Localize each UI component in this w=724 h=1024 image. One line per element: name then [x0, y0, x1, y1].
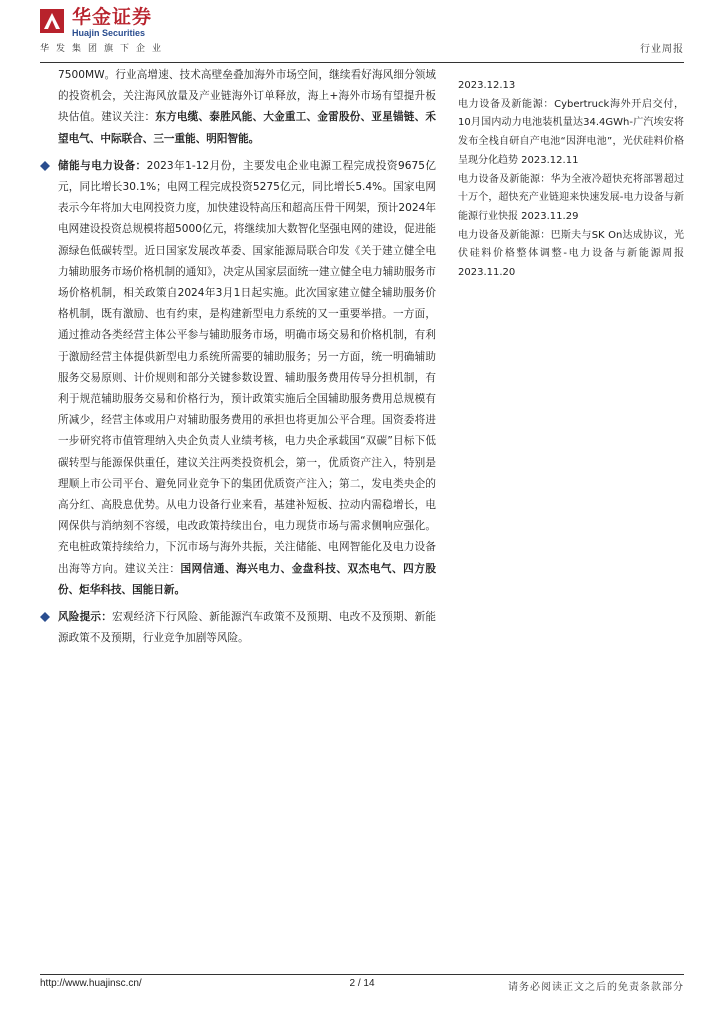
paragraph-storage-power [58, 156, 436, 601]
related-report-item[interactable]: 2023.12.13 [458, 80, 516, 91]
diamond-bullet-icon [40, 612, 50, 622]
related-report-item[interactable]: 电力设备及新能源：Cybertruck海外开启交付，10月国内动力电池装机量达34.4GWh-广汽埃安将发布全栈自研自产电池“因湃电池”，光伏硅料价格呈现分化趋势 2023.12.11 [458, 98, 684, 166]
page-number: 2 / 14 [349, 978, 375, 989]
related-report-item[interactable]: 电力设备及新能源：巴斯夫与SK On达成协议，光伏硅料价格整体调整-电力设备与新能源周报 2023.11.20 [458, 229, 684, 279]
page-header [0, 0, 724, 64]
diamond-bullet-icon [40, 161, 50, 171]
group-tagline: 华发集团旗下企业 [40, 44, 169, 54]
paragraph-risk [58, 607, 436, 649]
paragraph-risk-text: 宏观经济下行风险、新能源汽车政策不及预期、电改不及预期、新能源政策不及预期，行业竞争加剧等风险。 [58, 611, 436, 645]
huajin-logo-icon [40, 9, 64, 33]
paragraph-wind [40, 65, 436, 150]
header-divider [40, 62, 684, 63]
related-reports-sidebar [458, 77, 684, 283]
footer-disclaimer: 请务必阅读正文之后的免责条款部分 [508, 982, 684, 993]
paragraph-wind-stocks: 东方电缆、泰胜风能、大金重工、金雷股份、亚星锚链、禾望电气、中际联合、三一重能、明阳智能。 [58, 111, 437, 145]
main-content [40, 65, 436, 655]
brand-name-cn: 华金证券 [72, 6, 153, 28]
section-heading-risk: 风险提示： [58, 611, 113, 624]
footer-divider [40, 974, 684, 975]
section-storage-power [40, 156, 436, 601]
brand-name-en: Huajin Securities [72, 28, 146, 38]
section-risk [40, 607, 436, 649]
paragraph-storage-power-text: 2023年1-12月份，主要发电企业电源工程完成投资9675亿元，同比增长30.1%；电网工程完成投资5275亿元，同比增长5.4%。国家电网表示今年将加大电网投资力度，加快建设特高压和超高压骨干网架，预计2024年电网建设投资总规模将超5000亿元，将继续加大数智化坚强电网的建设，促进能源绿色低碳转型。近日国家发展改革委、国家能源局联合印发《关于建立健全电力辅助服务市场价格机制的通知》，决定从国家层面统一建立健全电力辅助服务市场价格机制，相关政策自2024年3月1日起实施。此次国家建立健全辅助服务价格机制，既有激励、也有约束，是构建新型电力系统的又一重要举措。一方面，通过推动各类经营主体公平参与辅助服务市场，明确市场交易和价格机制，有利于激励经营主体提供新型电力系统所需要的辅助服务；另一方面，统一明确辅助服务交易原则、计价规则和部分关键参数设置、辅助服务费用传导分担机制，有利于规范辅助服务交易和价格行为，预计政策实施后全国辅助服务费用总规模有所减少，经营主体或用户对辅助服务费用的承担也将更加公平合理。国资委将进一步研究将市值管理纳入央企负责人业绩考核，电力央企承载国“双碳”目标下低碳转型与能源保供重任，建议关注两类投资机会，第一，优质资产注入，特别是理顺上市公司平台、避免同业竞争下的集团优质资产注入；第二，发电类央企的高分红、高股息优势。从电力设备行业来看，基建补短板、拉动内需稳增长，电网保供与消纳刻不容缓，电改政策持续出台，电力现货市场与需求侧响应强化。充电桩政策持续给力，下沉市场与海外共振，关注储能、电网智能化及电力设备出海等方向。建议关注： [58, 159, 437, 575]
footer-website-link[interactable]: http://www.huajinsc.cn/ [40, 978, 142, 989]
report-type-label: 行业周报 [640, 44, 684, 55]
paragraph-storage-power-stocks: 国网信通、海兴电力、金盘科技、双杰电气、四方股份、炬华科技、国能日新。 [58, 562, 436, 596]
related-report-item[interactable]: 电力设备及新能源：华为全液冷超快充将部署超过十万个，超快充产业链迎来快速发展-电力设备与新能源行业快报 2023.11.29 [458, 173, 684, 222]
section-heading-storage-power: 储能与电力设备： [58, 159, 147, 172]
paragraph-wind-text: 7500MW。行业高增速、技术高壁垒叠加海外市场空间，继续看好海风细分领域的投资机会，关注海风放量及产业链海外订单释放，海上+海外市场有望提升板块估值。建议关注： [58, 69, 436, 124]
